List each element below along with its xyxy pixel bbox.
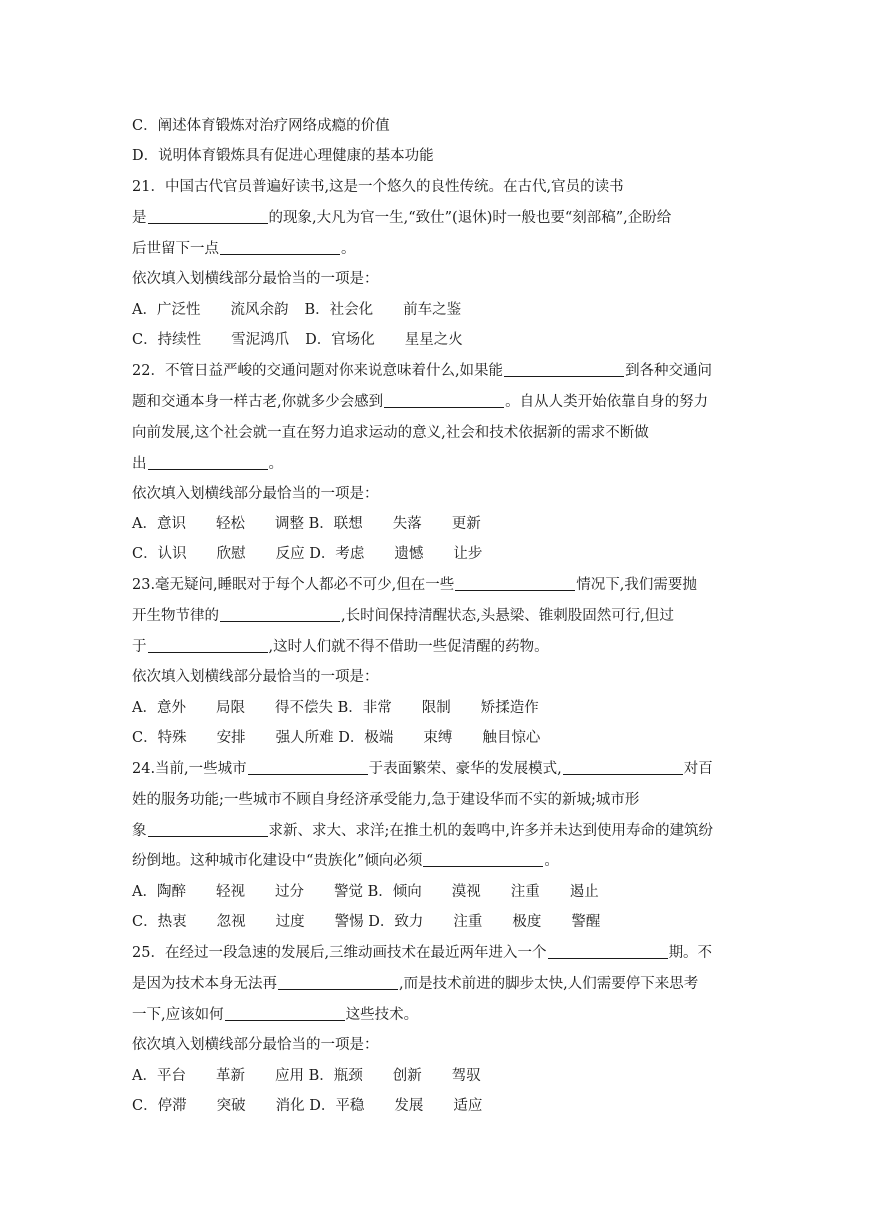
option-text: 欣慰	[216, 546, 246, 562]
q23-prompt: 依次填入划横线部分最恰当的一项是：	[132, 669, 379, 685]
q21-prompt: 依次填入划横线部分最恰当的一项是：	[132, 271, 379, 287]
option-text: 遏止	[569, 884, 599, 900]
option-text: 忽视	[216, 914, 246, 930]
q25-options-ab	[132, 1061, 742, 1091]
option-text: 警惕 D．致力	[334, 914, 424, 930]
option-text: 革新	[215, 1068, 245, 1084]
text: 。	[544, 853, 559, 869]
option-text: 突破	[216, 1098, 246, 1114]
option-text: 触目惊心	[482, 730, 541, 746]
answer-blank	[504, 375, 624, 377]
answer-blank	[278, 988, 398, 990]
option-text: C．特殊	[132, 730, 187, 746]
q23-stem-line-2	[132, 601, 742, 631]
text: 到各种交通问	[625, 363, 713, 379]
text: 24.当前,一些城市	[132, 761, 247, 777]
text: 对百	[683, 761, 713, 777]
option-text: A．广泛性	[132, 302, 201, 318]
q23-stem-line-3	[132, 632, 742, 662]
q24-stem-line-4	[132, 846, 742, 876]
q20-option-c: C．阐述体育锻炼对治疗网络成瘾的价值	[132, 118, 390, 134]
option-text: 更新	[451, 516, 481, 532]
q25-stem-line-3	[132, 1000, 742, 1030]
answer-blank	[248, 773, 368, 775]
answer-blank	[148, 222, 268, 224]
q20-option-d: D．说明体育锻炼具有促进心理健康的基本功能	[132, 148, 434, 164]
option-text: 流风余韵	[230, 302, 289, 318]
text: 象	[132, 823, 147, 839]
q22-stem-line-1	[132, 356, 742, 386]
option-text: 束缚	[423, 730, 453, 746]
option-text: 限制	[421, 700, 451, 716]
text: 。自从人类开始依靠自身的努力	[505, 394, 709, 410]
text: 于表面繁荣、豪华的发展模式,	[368, 761, 562, 777]
q24-stem-line-1	[132, 754, 742, 784]
answer-blank	[225, 1019, 345, 1021]
text: 期。不	[668, 945, 713, 961]
q22-options-ab	[132, 509, 742, 539]
text: 的现象,大凡为官一生,“致仕”(退休)时一般也要“刻部稿”,企盼给	[268, 210, 672, 226]
q23-options-ab	[132, 693, 742, 723]
q22-stem-line-2	[132, 387, 742, 417]
text: 情况下,我们需要抛	[576, 577, 697, 593]
option-text: A．意识	[132, 516, 186, 532]
option-text: 适应	[453, 1098, 483, 1114]
q22-stem-line-3: 向前发展,这个社会就一直在努力追求运动的意义,社会和技术依据新的需求不断做	[132, 425, 649, 441]
option-text: 发展	[394, 1098, 424, 1114]
option-text: C．认识	[132, 546, 187, 562]
text: 是	[132, 210, 147, 226]
option-text: 漠视	[451, 884, 481, 900]
text: 是因为技术本身无法再	[132, 976, 277, 992]
q24-stem-line-3	[132, 816, 742, 846]
q25-prompt: 依次填入划横线部分最恰当的一项是：	[132, 1037, 379, 1053]
text: 题和交通本身一样古老,你就多少会感到	[132, 394, 384, 410]
text: 于	[132, 639, 147, 655]
text: ,而是技术前进的脚步太快,人们需要停下来思考	[399, 976, 699, 992]
option-text: 反应 D．考虑	[275, 546, 365, 562]
answer-blank	[148, 468, 268, 470]
text: 。	[341, 241, 356, 257]
q23-stem-line-1	[132, 570, 742, 600]
option-text: 过分	[274, 884, 304, 900]
q22-stem-line-4	[132, 449, 742, 479]
option-text: 轻视	[215, 884, 245, 900]
option-text: 警觉 B．倾向	[333, 884, 422, 900]
option-text: 警醒	[571, 914, 601, 930]
q24-options-cd	[132, 907, 742, 937]
text: 25．在经过一段急速的发展后,三维动画技术在最近两年进入一个	[132, 945, 547, 961]
option-text: D．官场化	[305, 332, 375, 348]
q21-stem-line-2	[132, 203, 742, 233]
q24-options-ab	[132, 877, 742, 907]
option-text: B．社会化	[304, 302, 374, 318]
q23-options-cd	[132, 723, 742, 753]
option-text: 消化 D．平稳	[275, 1098, 365, 1114]
text: 求新、求大、求洋;在推土机的轰鸣中,许多并未达到使用寿命的建筑纷	[268, 823, 713, 839]
answer-blank	[384, 406, 504, 408]
text: 。	[268, 456, 283, 472]
option-text: 雪泥鸿爪	[231, 332, 290, 348]
option-text: 极度	[512, 914, 542, 930]
option-text: 星星之火	[404, 332, 463, 348]
option-text: 创新	[392, 1068, 422, 1084]
option-text: 遗憾	[394, 546, 424, 562]
answer-blank	[548, 957, 668, 959]
option-text: 得不偿失 B．非常	[274, 700, 392, 716]
answer-blank	[423, 865, 543, 867]
option-text: 轻松	[215, 516, 245, 532]
text: 22．不管日益严峻的交通问题对你来说意味着什么,如果能	[132, 363, 504, 379]
q21-stem-line-3	[132, 234, 742, 264]
option-text: 失落	[392, 516, 422, 532]
q24-stem-line-2: 姓的服务功能;一些城市不顾自身经济承受能力,急于建设华而不实的新城;城市形	[132, 792, 640, 808]
option-text: 调整 B．联想	[274, 516, 363, 532]
text: 这些技术。	[345, 1007, 419, 1023]
q22-options-cd	[132, 539, 742, 569]
q21-stem-line-1: 21．中国古代官员普遍好读书,这是一个悠久的良性传统。在古代,官员的读书	[132, 179, 624, 195]
text: 后世留下一点	[132, 241, 219, 257]
answer-blank	[148, 835, 268, 837]
option-text: 前车之鉴	[403, 302, 462, 318]
option-text: 驾驭	[451, 1068, 481, 1084]
q25-stem-line-2	[132, 969, 742, 999]
answer-blank	[220, 620, 340, 622]
text: 纷倒地。这种城市化建设中“贵族化”倾向必须	[132, 853, 423, 869]
option-text: C．热衷	[132, 914, 187, 930]
q21-options-ab	[132, 295, 742, 325]
option-text: 注重	[510, 884, 540, 900]
answer-blank	[148, 651, 268, 653]
option-text: A．平台	[132, 1068, 186, 1084]
option-text: 强人所难 D．极端	[275, 730, 394, 746]
answer-blank	[563, 773, 683, 775]
option-text: C．持续性	[132, 332, 202, 348]
q22-prompt: 依次填入划横线部分最恰当的一项是：	[132, 486, 379, 502]
text: ,这时人们就不得不借助一些促清醒的药物。	[268, 639, 549, 655]
text: ,长时间保持清醒状态,头悬梁、锥刺股固然可行,但过	[341, 608, 674, 624]
option-text: 局限	[215, 700, 245, 716]
q25-options-cd	[132, 1091, 742, 1121]
option-text: 应用 B．瓶颈	[274, 1068, 363, 1084]
option-text: C．停滞	[132, 1098, 187, 1114]
option-text: 让步	[453, 546, 483, 562]
option-text: A．陶醉	[132, 884, 186, 900]
option-text: 注重	[453, 914, 483, 930]
option-text: 过度	[275, 914, 305, 930]
text: 开生物节律的	[132, 608, 219, 624]
text: 出	[132, 456, 147, 472]
text: 一下,应该如何	[132, 1007, 224, 1023]
q25-stem-line-1	[132, 938, 742, 968]
option-text: 安排	[216, 730, 246, 746]
option-text: A．意外	[132, 700, 186, 716]
option-text: 矫揉造作	[480, 700, 539, 716]
answer-blank	[455, 589, 575, 591]
answer-blank	[220, 253, 340, 255]
text: 23.毫无疑问,睡眠对于每个人都必不可少,但在一些	[132, 577, 455, 593]
q21-options-cd	[132, 325, 742, 355]
